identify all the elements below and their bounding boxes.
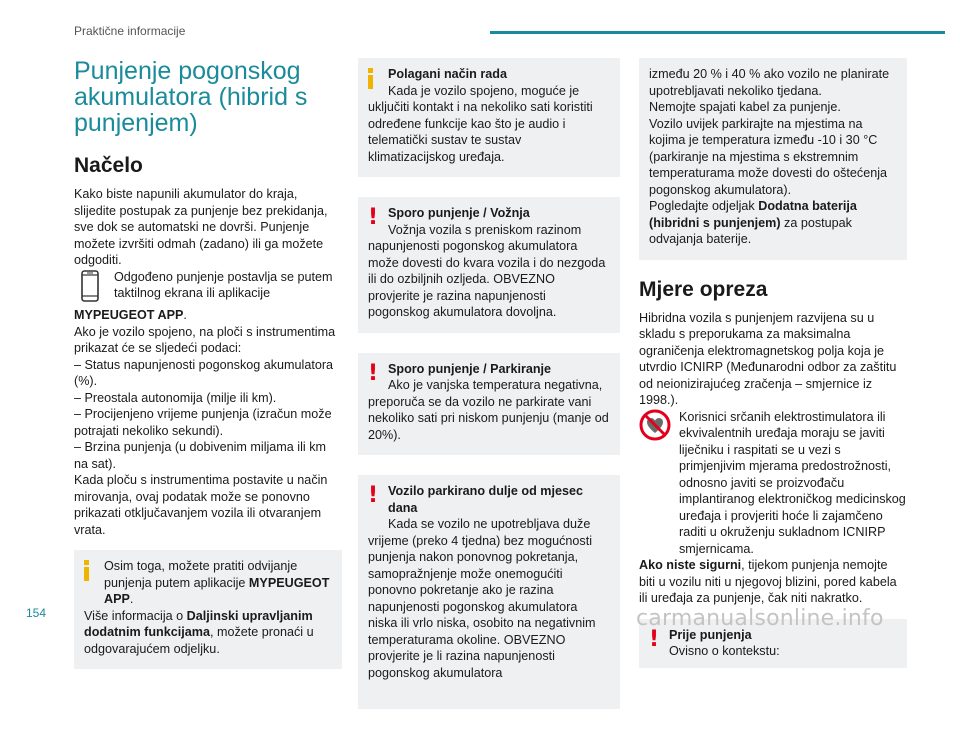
heading-mjere-opreza: Mjere opreza bbox=[639, 277, 768, 301]
watermark: carmanualsonline.info bbox=[636, 606, 884, 631]
info-text: Osim toga, možete pratiti odvijanje punjenja putem aplikacije bbox=[104, 559, 298, 590]
info-bold: Daljinski upravljanim dodatnim funkcijama bbox=[84, 608, 313, 639]
heading-nacelo: Načelo bbox=[74, 154, 143, 177]
pacemaker-note bbox=[639, 409, 907, 558]
info-box-app bbox=[74, 550, 342, 669]
box-title: Prije punjenja bbox=[669, 627, 752, 642]
section-header: Praktične informacije bbox=[74, 24, 186, 38]
smartphone-icon bbox=[74, 269, 108, 308]
box-text: Ako je vanjska temperatura negativna, preporuča se da vozilo ne parkirate vani nekoliko sati pri niskom punjenju (manje od 20%). bbox=[368, 378, 609, 442]
info-text: , možete pronaći u odgovarajućem odjeljku. bbox=[84, 625, 314, 656]
sigurni-bold: Ako niste sigurni bbox=[639, 558, 742, 572]
phone-note-end: . bbox=[183, 308, 187, 322]
warning-box-long-parking bbox=[358, 475, 620, 709]
box-text: Nemojte spajati kabel za punjenje. bbox=[649, 100, 841, 114]
box-text: Kada se vozilo ne upotrebljava duže vrijeme (preko 4 tjedna) bez mogućnosti punjenja nakon ponovnog pokretanja, samopražnjenje može onemogućiti ponovno pokretanje ako je razina napunjenosti pogonskog akumulatora niska ili vrlo niska, osobito na negativnim temperaturama okoline. OBVEZNO provjerite je li razina napunjenosti pogonskog akumulatora bbox=[368, 517, 596, 680]
info-box-app-text bbox=[104, 558, 332, 608]
info-icon bbox=[84, 560, 90, 581]
warning-box-driving bbox=[358, 197, 620, 333]
info-icon bbox=[368, 68, 374, 89]
box-title: Sporo punjenje / Parkiranje bbox=[388, 361, 552, 376]
list-item: – Brzina punjenja (u dobivenim miljama ili km na sat). bbox=[74, 440, 326, 471]
box-title: Sporo punjenje / Vožnja bbox=[388, 206, 530, 220]
box-text: Kada je vozilo spojeno, moguće je uključiti kontakt i na nekoliko sati koristiti određene funkcije kao što je audio i telematički sustav te sustav klimatizacijskog uređaja. bbox=[368, 83, 593, 164]
ref-text: za postupak odvajanja baterije. bbox=[649, 215, 852, 246]
box-text-reference bbox=[649, 198, 897, 248]
page-number: 154 bbox=[26, 606, 47, 620]
warning-icon: ! bbox=[368, 205, 379, 230]
no-pacemaker-icon bbox=[639, 409, 673, 446]
nacelo-text: Kako biste napunili akumulator do kraja, slijedite postupak za punjenje bez prekidanja, sve dok se automatski ne dovrši. Punjenje možete izvršiti odmah (zadano) ili ga možete odgoditi. bbox=[74, 187, 328, 267]
warning-box-parking bbox=[358, 353, 620, 456]
display-intro: Ako je vozilo spojeno, na ploči s instrumentima prikazat će se sljedeći podaci: bbox=[74, 324, 336, 355]
phone-note-text-1: Odgođeno punjenje postavlja se putem taktilnog ekrana ili aplikacije bbox=[114, 269, 333, 300]
phone-note-tail bbox=[74, 307, 342, 324]
box-text: Vozilo uvijek parkirajte na mjestima na kojima je temperatura između -10 i 30 °C (parkiranje na mjestima s ekstremnim temperaturama može dovesti do oštećenja pogonskog akumulatora). bbox=[649, 116, 888, 197]
column-2 bbox=[358, 58, 620, 729]
info-box-app-more bbox=[84, 608, 332, 658]
ref-bold: Dodatna baterija (hibridni s punjenjem) bbox=[649, 199, 857, 230]
list-item: – Procijenjeno vrijeme punjenja (izračun može potrajati nekoliko sekundi). bbox=[74, 407, 332, 438]
warning-icon: ! bbox=[368, 360, 379, 386]
warning-icon: ! bbox=[368, 483, 379, 508]
box-text: Ovisno o kontekstu: bbox=[669, 644, 780, 658]
after-list-text: Kada ploču s instrumentima postavite u način mirovanja, ovaj podatak može se ponovno prikazati otključavanjem vozila ili otvaranjem vrata. bbox=[74, 473, 328, 537]
warning-icon: ! bbox=[649, 626, 660, 652]
sigurni-rest: , tijekom punjenja nemojte biti u vozilu niti u njegovoj blizini, pored kabela ili uređaja za punjenje, čak niti nakratko. bbox=[639, 558, 897, 605]
column-3 bbox=[639, 58, 907, 688]
info-box-slow-mode bbox=[358, 58, 620, 177]
page-title: Punjenje pogonskog akumulatora (hibrid s punjenjem) bbox=[74, 57, 308, 137]
box-text: između 20 % i 40 % ako vozilo ne planirate upotrebljavati nekoliko tjedana. bbox=[649, 67, 890, 98]
box-title: Polagani način rada bbox=[388, 67, 507, 81]
mjere-text: Hibridna vozila s punjenjem razvijena su u skladu s preporukama za maksimalna ograničenja elektromagnetskog polja koja je utvrdio ICNIRP (Međunarodni odbor za zaštitu od neionizirajućeg zračenja – smjernice iz 1998.). bbox=[639, 310, 897, 407]
pacemaker-text: Korisnici srčanih elektrostimulatora ili ekvivalentnih uređaja moraju se javiti liječniku i raspitati se u vezi s primjenjivim mjerama predostrožnosti, odnosno javiti se proizvođaču implantiranog elektroničkog medicinskog uređaja i provjeriti hoće li zajamčeno raditi u okruženju sukladnom ICNIRP smjernicama. bbox=[679, 409, 906, 556]
list-item: – Preostala autonomija (milje ili km). bbox=[74, 390, 277, 405]
app-name: MYPEUGEOT APP bbox=[74, 308, 184, 322]
phone-note bbox=[74, 269, 342, 308]
warning-box-continued bbox=[639, 58, 907, 260]
info-text: Više informacija o bbox=[84, 608, 187, 623]
box-text: Vožnja vozila s preniskom razinom napunjenosti pogonskog akumulatora može dovesti do kvara vozila i do nezgoda ili do ozbiljnih ozljeda. OBVEZNO provjerite je razina napunjenosti pogonskog akumulatora dovoljna. bbox=[368, 222, 606, 319]
info-bold: MYPEUGEOT APP bbox=[104, 575, 330, 606]
info-text: . bbox=[129, 592, 134, 606]
column-1 bbox=[74, 58, 342, 689]
header-accent-bar bbox=[490, 31, 945, 34]
list-item: – Status napunjenosti pogonskog akumulatora (%). bbox=[74, 357, 334, 388]
ref-text: Pogledajte odjeljak bbox=[649, 199, 759, 213]
box-title: Vozilo parkirano dulje od mjesec dana bbox=[388, 484, 584, 515]
sigurni-text bbox=[639, 557, 907, 607]
